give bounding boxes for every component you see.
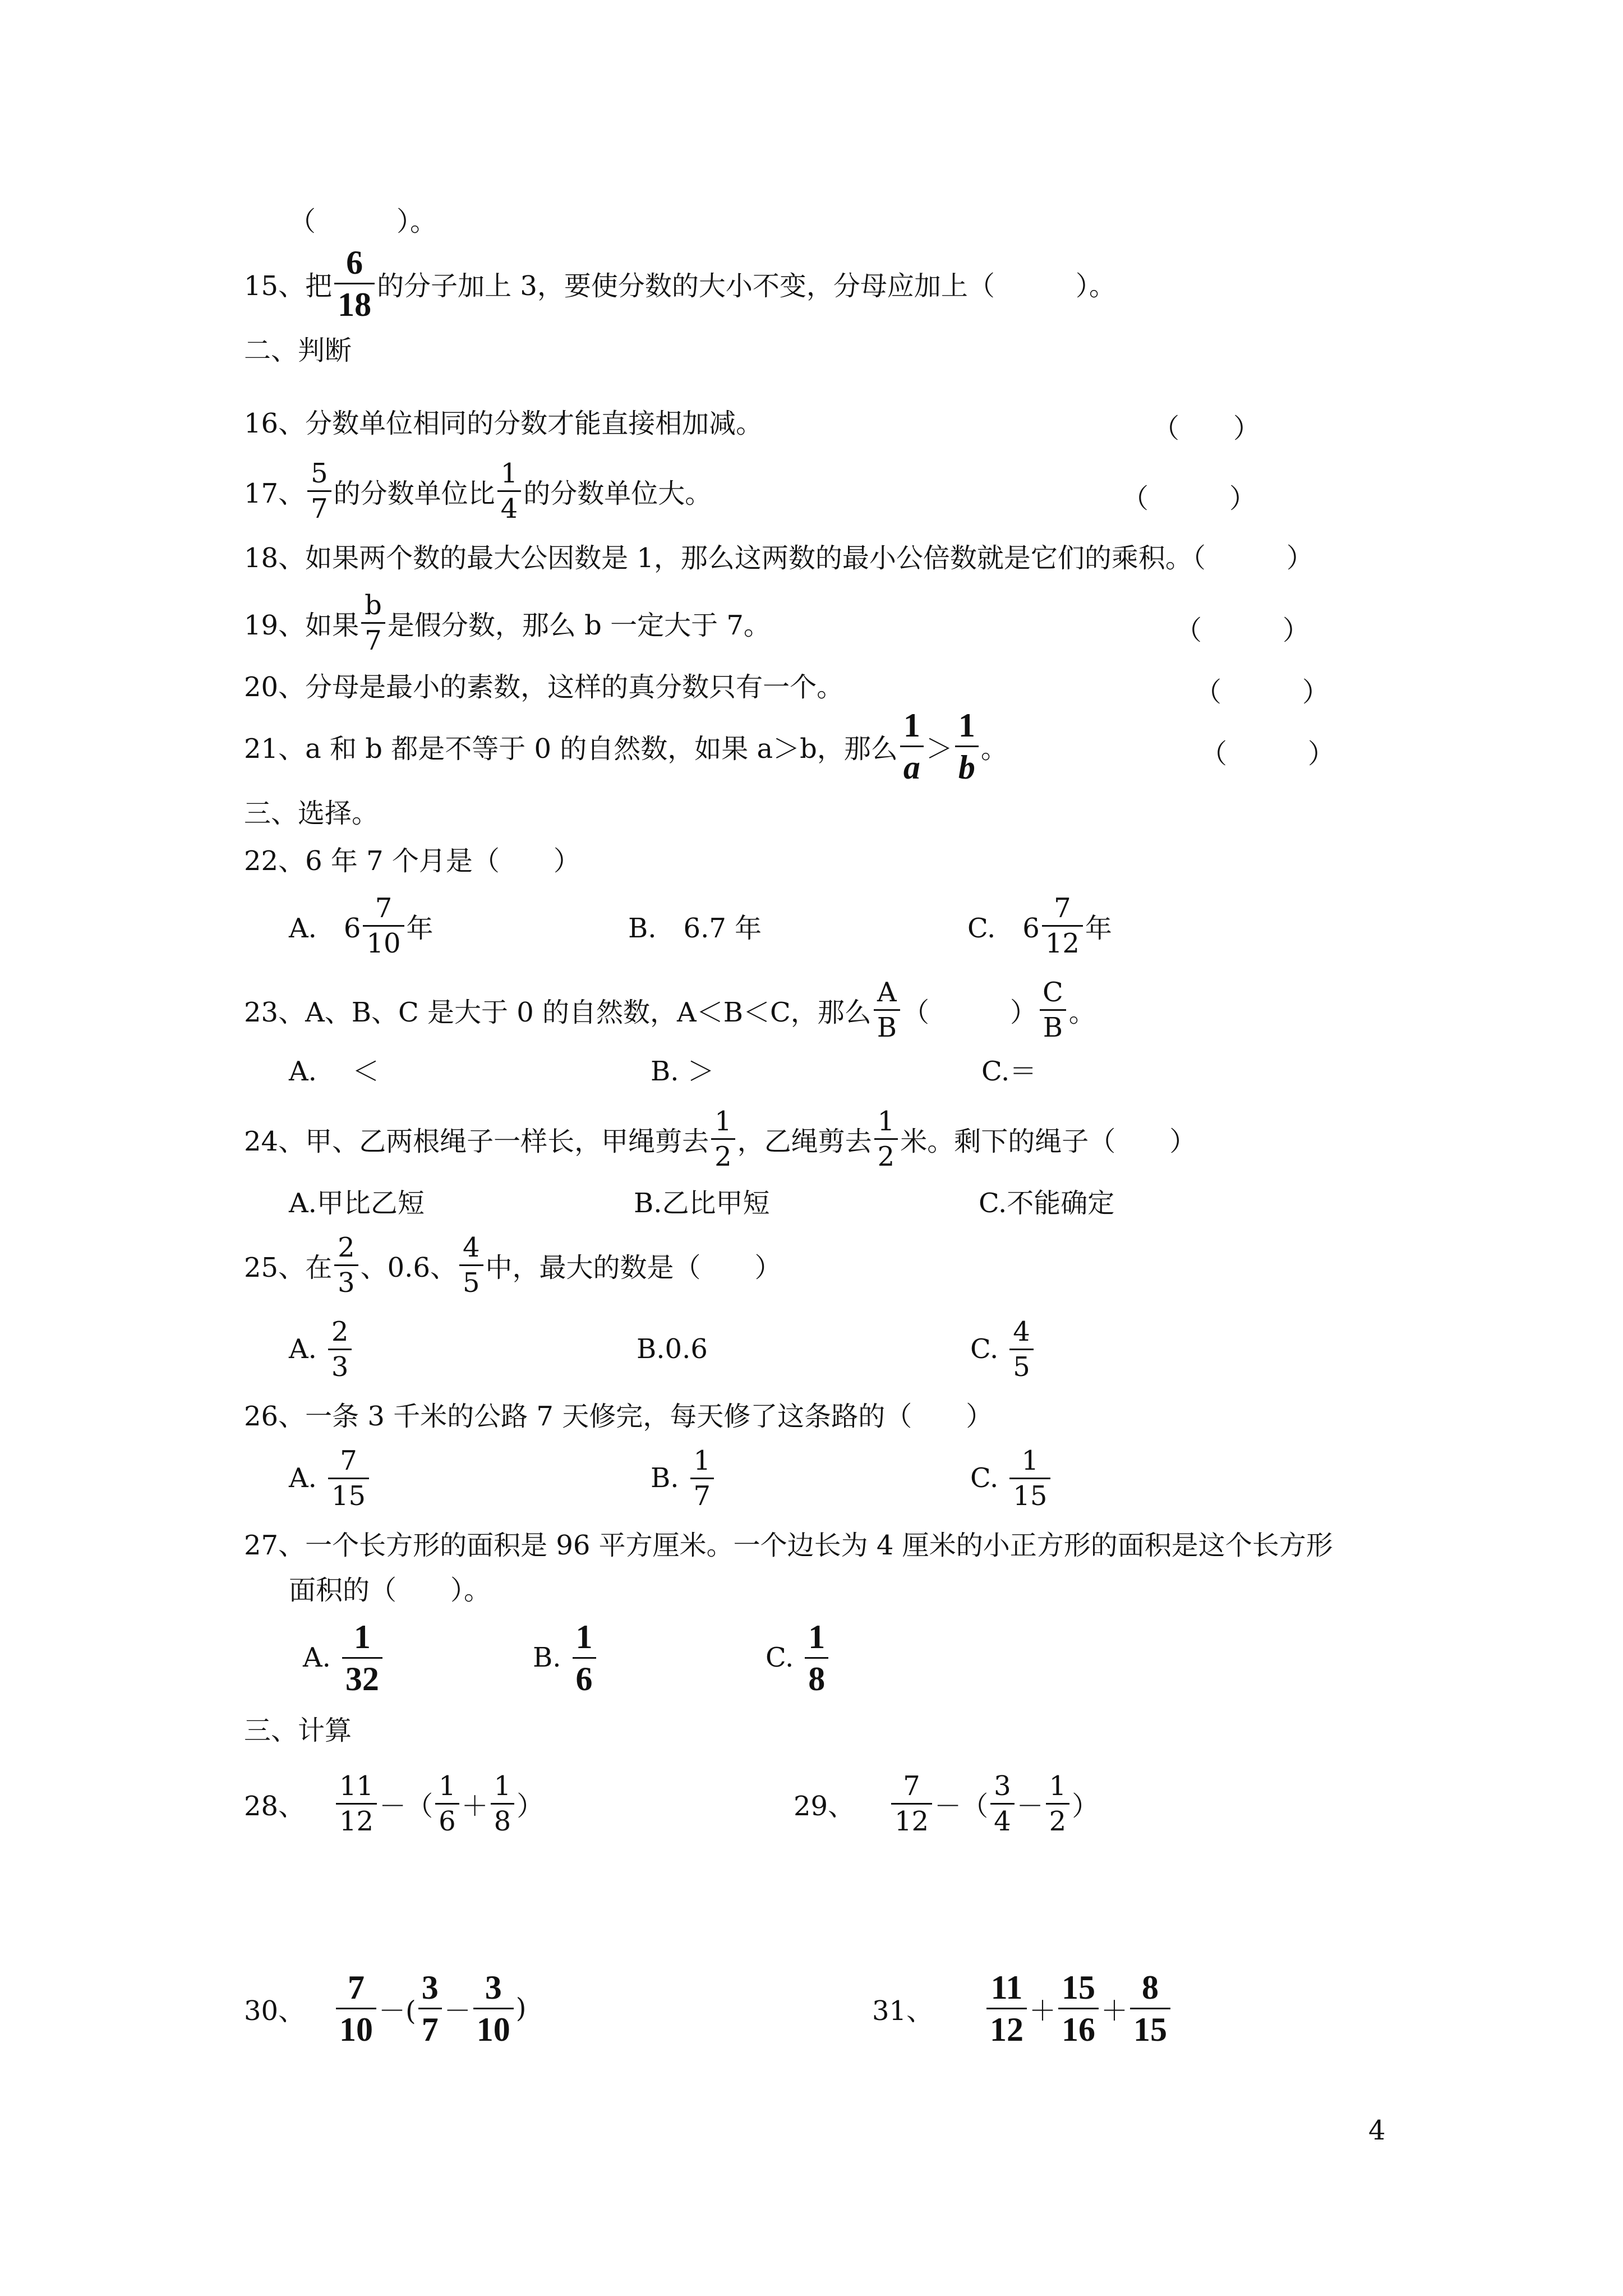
q23-f2-num: C (1043, 976, 1063, 1008)
q21-gt: ＞ (925, 733, 953, 765)
q15-num: 6 (346, 243, 363, 281)
q21-f1-den: a (900, 746, 924, 784)
q29-frac-a (891, 1770, 932, 1837)
q25-a-num: 2 (331, 1315, 349, 1347)
q29-op2: － (1016, 1790, 1044, 1822)
q22-a-unit: 年 (406, 912, 434, 944)
q23-f1-num: A (877, 976, 897, 1008)
q28-c-num: 1 (494, 1770, 511, 1802)
q31-op2: ＋ (1101, 1995, 1128, 2027)
q28-frac-c (491, 1770, 515, 1837)
q25-f1-num: 2 (338, 1231, 355, 1263)
q19-text: 是假分数，那么 b 一定大于 7。 (387, 609, 771, 641)
q22-text: 22、6 年 7 个月是（ ） (244, 845, 580, 877)
q21-fraction-1 (900, 708, 924, 784)
q30-frac-b (418, 1968, 442, 2048)
q22-option-b[interactable] (628, 884, 762, 968)
section-4-title: 三、计算 (244, 1714, 352, 1746)
q29-c-den: 2 (1046, 1803, 1070, 1835)
q27-a-num: 1 (353, 1618, 371, 1655)
q26-c-num: 1 (1021, 1444, 1039, 1476)
q30-frac-c (473, 1968, 514, 2048)
q26-text: 26、一条 3 千米的公路 7 天修完，每天修了这条路的（ ） (244, 1400, 993, 1432)
page-number: 4 (1368, 2115, 1386, 2146)
q25-mid: 、0.6、 (360, 1251, 457, 1283)
q27-text-1: 27、一个长方形的面积是 96 平方厘米。一个边长为 4 厘米的小正方形的面积是这个长方形 (244, 1529, 1333, 1561)
q25-fraction-2 (459, 1231, 483, 1299)
q26-b-fraction (690, 1444, 714, 1512)
q28-op2: ＋ (461, 1790, 488, 1822)
q16-answer-blank[interactable]: （ ） (1152, 413, 1261, 444)
q26-a-den: 15 (328, 1478, 369, 1510)
section-4-heading (244, 1686, 352, 1770)
q24-f2-den: 2 (874, 1138, 898, 1170)
q21-period: 。 (980, 733, 1008, 765)
q31-frac-c (1130, 1968, 1170, 2048)
q28-op1: －（ (379, 1790, 434, 1822)
q24-option-c[interactable] (979, 1158, 1114, 1243)
q27-c-num: 1 (808, 1618, 826, 1655)
q19-den: 7 (361, 622, 385, 654)
q23-b-label: B. ＞ (651, 1055, 714, 1087)
q17-answer-blank[interactable]: （ ） (1122, 483, 1257, 514)
section-2-heading (244, 306, 352, 390)
q22-a-num: 7 (375, 892, 393, 924)
q25-c-num: 4 (1013, 1315, 1030, 1347)
q22-c-num: 7 (1054, 892, 1071, 924)
question-31 (872, 1966, 1173, 2050)
q28-b-den: 6 (435, 1803, 459, 1835)
section-2-title: 二、判断 (244, 334, 352, 366)
q24-a-label: A.甲比乙短 (289, 1187, 425, 1219)
q30-label: 30、 (244, 1995, 306, 2027)
q29-c-num: 1 (1049, 1770, 1067, 1802)
q21-answer-blank[interactable]: （ ） (1200, 738, 1335, 770)
q28-c-den: 8 (491, 1803, 515, 1835)
q24-f1-den: 2 (711, 1138, 735, 1170)
q31-c-den: 15 (1130, 2008, 1170, 2046)
q27-option-c[interactable] (766, 1616, 831, 1700)
q17-f2-den: 4 (497, 490, 522, 522)
q16-text: 16、分数单位相同的分数才能直接相加减。 (244, 407, 763, 439)
q31-a-den: 12 (986, 2008, 1027, 2046)
q30-c-den: 10 (473, 2008, 514, 2046)
q26-c-den: 15 (1009, 1478, 1050, 1510)
q29-a-den: 12 (891, 1803, 932, 1835)
q31-b-num: 15 (1062, 1968, 1096, 2006)
q31-b-den: 16 (1058, 2008, 1099, 2046)
q26-b-label: B. (651, 1462, 679, 1494)
q27-text-2: 面积的（ ）。 (289, 1574, 491, 1606)
q23-period: 。 (1068, 996, 1096, 1028)
q31-frac-a (986, 1968, 1027, 2048)
q30-frac-a (336, 1968, 376, 2048)
q28-a-den: 12 (336, 1803, 377, 1835)
q21-f1-num: 1 (903, 706, 920, 744)
q25-fraction-1 (334, 1231, 358, 1299)
q17-fraction-2 (497, 457, 522, 524)
q22-option-a[interactable] (289, 884, 434, 968)
q24-f2-num: 1 (877, 1105, 895, 1137)
q27-a-fraction (342, 1620, 382, 1696)
q20-answer-blank[interactable]: （ ） (1195, 677, 1330, 708)
q23-fraction-2 (1039, 976, 1067, 1043)
q17-mid: 的分数单位比 (333, 477, 495, 509)
q22-option-c[interactable] (967, 884, 1112, 968)
q26-c-label: C. (970, 1462, 999, 1494)
q26-c-fraction (1009, 1444, 1050, 1512)
q21-f2-den: b (955, 746, 979, 784)
q25-c-label: C. (970, 1333, 999, 1365)
q28-b-num: 1 (439, 1770, 456, 1802)
q15-prefix: 15、把 (244, 270, 333, 302)
q19-prefix: 19、如果 (244, 609, 359, 641)
carryover-text: （ ）。 (289, 205, 437, 237)
q26-b-den: 7 (690, 1478, 714, 1510)
q20-text: 20、分母是最小的素数，这样的真分数只有一个。 (244, 671, 844, 703)
q30-close: ) (515, 1993, 527, 2024)
q27-a-label: A. (303, 1642, 331, 1673)
q24-f1-num: 1 (714, 1105, 732, 1137)
q29-close: ） (1072, 1790, 1099, 1822)
q27-option-b[interactable] (533, 1616, 598, 1700)
q22-c-den: 12 (1042, 925, 1083, 957)
q25-a-den: 3 (328, 1349, 352, 1381)
q17-text: 的分数单位大。 (523, 477, 712, 509)
q24-c-label: C.不能确定 (979, 1187, 1115, 1219)
q22-c-unit: 年 (1085, 912, 1112, 944)
q30-op2: － (444, 1995, 471, 2027)
q30-b-den: 7 (418, 2008, 442, 2046)
q24-mid: ，乙绳剪去 (737, 1125, 872, 1157)
q23-f2-den: B (1040, 1009, 1066, 1041)
q15-text: 的分子加上 3，要使分数的大小不变，分母应加上（ ）。 (377, 270, 1116, 302)
q25-f2-den: 5 (459, 1264, 483, 1296)
q29-a-num: 7 (903, 1770, 920, 1802)
q28-close: ） (517, 1790, 544, 1822)
q17-fraction-1 (307, 457, 331, 524)
q23-c-label: C.＝ (981, 1055, 1037, 1087)
q28-label: 28、 (244, 1790, 306, 1822)
q26-a-label: A. (289, 1462, 317, 1494)
q29-label: 29、 (794, 1790, 855, 1822)
q27-b-fraction (573, 1620, 596, 1696)
q27-b-num: 1 (575, 1618, 593, 1655)
q15-den: 18 (334, 283, 375, 321)
q31-frac-b (1058, 1968, 1099, 2048)
q22-c-fraction (1042, 892, 1083, 959)
q25-text: 中，最大的数是（ ） (485, 1251, 782, 1283)
q27-c-label: C. (766, 1642, 794, 1673)
q27-c-fraction (805, 1620, 828, 1696)
q23-fraction-1 (874, 976, 900, 1043)
question-29 (794, 1761, 1099, 1846)
section-3-title: 三、选择。 (244, 797, 379, 829)
q21-prefix: 21、a 和 b 都是不等于 0 的自然数，如果 a＞b，那么 (244, 733, 898, 765)
q21-fraction-2 (955, 708, 979, 784)
q27-a-den: 32 (342, 1657, 382, 1696)
q23-f1-den: B (874, 1009, 900, 1041)
q25-b-label: B.0.6 (637, 1333, 708, 1365)
q23-blank[interactable]: （ ） (902, 996, 1038, 1028)
q25-f1-den: 3 (334, 1264, 358, 1296)
q17-prefix: 17、 (244, 477, 306, 509)
q29-b-num: 3 (994, 1770, 1011, 1802)
q19-answer-blank[interactable]: （ ） (1175, 615, 1310, 646)
q22-a-fraction (363, 892, 404, 959)
q26-a-num: 7 (340, 1444, 357, 1476)
q18-text: 18、如果两个数的最大公因数是 1，那么这两数的最小公倍数就是它们的乘积。（ ） (244, 542, 1313, 574)
q29-frac-c (1046, 1770, 1070, 1837)
q31-c-num: 8 (1142, 1968, 1159, 2006)
q30-a-num: 7 (348, 1968, 365, 2006)
q31-op1: ＋ (1029, 1995, 1057, 2027)
q30-b-num: 3 (421, 1968, 439, 2006)
q24-text: 米。剩下的绳子（ ） (900, 1125, 1197, 1157)
question-28 (244, 1761, 543, 1846)
q25-c-fraction (1009, 1315, 1034, 1383)
q30-op1: －( (379, 1995, 416, 2027)
q25-c-den: 5 (1009, 1349, 1034, 1381)
q28-frac-b (435, 1770, 459, 1837)
q24-b-label: B.乙比甲短 (634, 1187, 770, 1219)
q25-a-fraction (328, 1315, 352, 1383)
q23-a-label: A. ＜ (289, 1055, 380, 1087)
q24-fraction-2 (874, 1105, 898, 1172)
q31-label: 31、 (872, 1995, 934, 2027)
q26-a-fraction (328, 1444, 369, 1512)
q26-b-num: 1 (693, 1444, 711, 1476)
q24-prefix: 24、甲、乙两根绳子一样长，甲绳剪去 (244, 1125, 709, 1157)
q29-b-den: 4 (990, 1803, 1015, 1835)
question-30 (244, 1966, 526, 2050)
q29-frac-b (990, 1770, 1015, 1837)
q29-op1: －（ (934, 1790, 989, 1822)
q25-f2-num: 4 (462, 1231, 480, 1263)
q31-a-num: 11 (990, 1968, 1023, 2006)
q27-b-den: 6 (573, 1657, 596, 1696)
q17-f1-den: 7 (307, 490, 331, 522)
q22-a-den: 10 (363, 925, 404, 957)
q25-a-label: A. (289, 1333, 317, 1365)
q17-f2-num: 1 (500, 457, 518, 489)
q25-prefix: 25、在 (244, 1251, 333, 1283)
q21-f2-num: 1 (958, 706, 975, 744)
question-15 (244, 241, 1116, 325)
q27-c-den: 8 (805, 1657, 828, 1696)
q22-a-label: A. 6 (289, 912, 361, 944)
q30-a-den: 10 (336, 2008, 376, 2046)
q23-prefix: 23、A、B、C 是大于 0 的自然数，A＜B＜C，那么 (244, 996, 872, 1028)
q28-frac-a (336, 1770, 377, 1837)
q27-b-label: B. (533, 1642, 561, 1673)
question-25 (244, 1223, 782, 1307)
q28-a-num: 11 (339, 1770, 374, 1802)
q19-num: b (365, 589, 382, 621)
q30-c-num: 3 (485, 1968, 502, 2006)
q22-b-label: B. 6.7 年 (628, 912, 762, 944)
q17-f1-num: 5 (311, 457, 328, 489)
q22-c-label: C. 6 (967, 912, 1040, 944)
